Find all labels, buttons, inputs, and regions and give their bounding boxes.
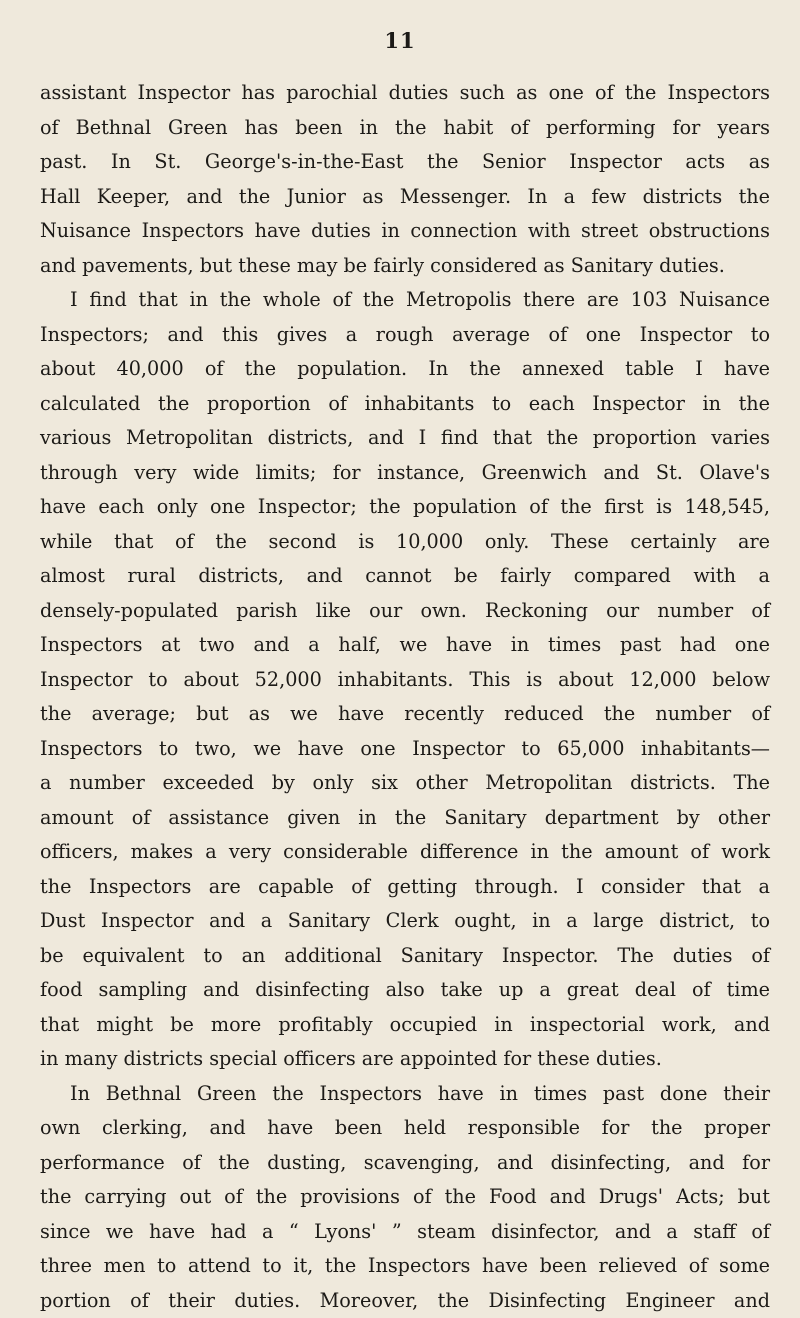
text-line: Hall Keeper, and the Junior as Messenger. In a few districts the xyxy=(40,180,770,215)
text-line: Inspectors to two, we have one Inspector to 65,000 inhabitants— xyxy=(40,732,770,767)
text-line: performance of the dusting, scavenging, and disinfecting, and for xyxy=(40,1146,770,1181)
text-line: about 40,000 of the population. In the annexed table I have xyxy=(40,352,770,387)
text-line: a number exceeded by only six other Metropolitan districts. The xyxy=(40,766,770,801)
paragraph-start-line: I find that in the whole of the Metropolis there are 103 Nuisance xyxy=(40,283,770,318)
text-line: densely-populated parish like our own. Reckoning our number of xyxy=(40,594,770,629)
text-line: own clerking, and have been held responsible for the proper xyxy=(40,1111,770,1146)
text-line: three men to attend to it, the Inspectors have been relieved of some xyxy=(40,1249,770,1284)
text-line: almost rural districts, and cannot be fairly compared with a xyxy=(40,559,770,594)
text-line: while that of the second is 10,000 only. These certainly are xyxy=(40,525,770,560)
text-line: be equivalent to an additional Sanitary Inspector. The duties of xyxy=(40,939,770,974)
text-line: assistant Inspector has parochial duties such as one of the Inspectors xyxy=(40,76,770,111)
paragraph-start-line: In Bethnal Green the Inspectors have in times past done their xyxy=(40,1077,770,1112)
body-text xyxy=(40,76,770,1318)
text-line: since we have had a “ Lyons' ” steam disinfector, and a staff of xyxy=(40,1215,770,1250)
text-line: of Bethnal Green has been in the habit of performing for years xyxy=(40,111,770,146)
text-line: Nuisance Inspectors have duties in connection with street obstructions xyxy=(40,214,770,249)
text-line: Dust Inspector and a Sanitary Clerk ought, in a large district, to xyxy=(40,904,770,939)
text-line: and pavements, but these may be fairly considered as Sanitary duties. xyxy=(40,249,770,284)
text-line: amount of assistance given in the Sanitary department by other xyxy=(40,801,770,836)
text-line: food sampling and disinfecting also take up a great deal of time xyxy=(40,973,770,1008)
text-line: various Metropolitan districts, and I find that the proportion varies xyxy=(40,421,770,456)
text-line: through very wide limits; for instance, Greenwich and St. Olave's xyxy=(40,456,770,491)
text-line: Inspectors at two and a half, we have in times past had one xyxy=(40,628,770,663)
text-line: have each only one Inspector; the population of the first is 148,545, xyxy=(40,490,770,525)
page-number: 11 xyxy=(0,28,800,53)
text-line: Inspectors; and this gives a rough average of one Inspector to xyxy=(40,318,770,353)
text-line: the Inspectors are capable of getting through. I consider that a xyxy=(40,870,770,905)
text-line: that might be more profitably occupied in inspectorial work, and xyxy=(40,1008,770,1043)
text-line: the average; but as we have recently reduced the number of xyxy=(40,697,770,732)
text-line: past. In St. George's-in-the-East the Senior Inspector acts as xyxy=(40,145,770,180)
text-line: Inspector to about 52,000 inhabitants. This is about 12,000 below xyxy=(40,663,770,698)
text-line: in many districts special officers are appointed for these duties. xyxy=(40,1042,770,1077)
text-line: portion of their duties. Moreover, the Disinfecting Engineer and xyxy=(40,1284,770,1318)
text-line: the carrying out of the provisions of the Food and Drugs' Acts; but xyxy=(40,1180,770,1215)
text-line: officers, makes a very considerable difference in the amount of work xyxy=(40,835,770,870)
text-line: calculated the proportion of inhabitants to each Inspector in the xyxy=(40,387,770,422)
